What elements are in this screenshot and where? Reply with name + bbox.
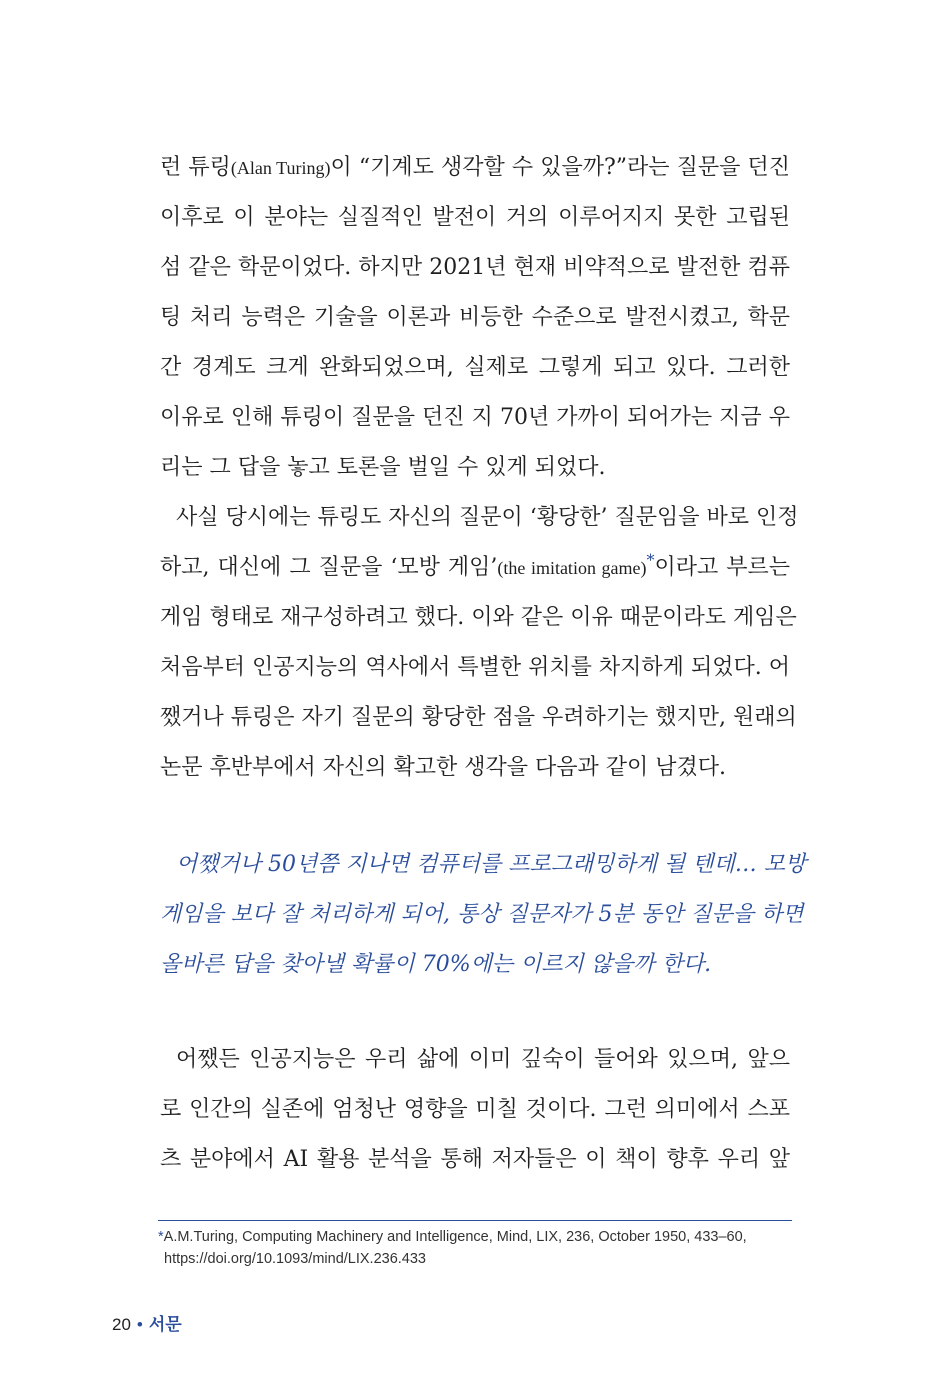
body-line-4: 팅 처리 능력은 기술을 이론과 비등한 수준으로 발전시켰고, 학문	[160, 305, 790, 330]
para2-line-2	[160, 548, 790, 588]
latin-term: (the imitation game)	[497, 558, 647, 578]
text-run: 런 튜링	[160, 155, 231, 180]
para3-line-3: 츠 분야에서 AI 활용 분석을 통해 저자들은 이 책이 향후 우리 앞	[160, 1147, 790, 1172]
para2-line-5: 쨌거나 튜링은 자기 질문의 황당한 점을 우려하기는 했지만, 원래의	[160, 705, 797, 730]
body-line-6: 이유로 인해 튜링이 질문을 던진 지 70년 가까이 되어가는 지금 우	[160, 405, 790, 430]
footnote-divider	[158, 1220, 792, 1221]
text-run: 이라고 부르는	[654, 555, 790, 580]
text-run: 이 “기계도 생각할 수 있을까?”라는 질문을 던진	[330, 155, 791, 180]
latin-name: (Alan Turing)	[230, 158, 331, 178]
body-line-3: 섬 같은 학문이었다. 하지만 2021년 현재 비약적으로 발전한 컴퓨	[160, 255, 790, 280]
footnote-line-2[interactable]: https://doi.org/10.1093/mind/LIX.236.433	[164, 1251, 426, 1267]
page-number: 20	[112, 1315, 131, 1334]
footnote-line-1	[158, 1226, 798, 1248]
footer-bullet: •	[136, 1315, 143, 1334]
page-footer	[112, 1310, 182, 1335]
para2-line-6: 논문 후반부에서 자신의 확고한 생각을 다음과 같이 남겼다.	[160, 755, 726, 780]
para3-line-2: 로 인간의 실존에 엄청난 영향을 미칠 것이다. 그런 의미에서 스포	[160, 1097, 790, 1122]
section-title: 서문	[148, 1315, 182, 1334]
para2-line-3: 게임 형태로 재구성하려고 했다. 이와 같은 이유 때문이라도 게임은	[160, 605, 797, 630]
body-line-2: 이후로 이 분야는 실질적인 발전이 거의 이루어지지 못한 고립된	[160, 205, 790, 230]
para2-line-1: 사실 당시에는 튜링도 자신의 질문이 ‘황당한’ 질문임을 바로 인정	[176, 505, 799, 530]
quote-line-1: 어쨌거나 50년쯤 지나면 컴퓨터를 프로그래밍하게 될 텐데… 모방	[176, 852, 807, 877]
footnote-marker[interactable]: *	[646, 550, 655, 570]
footnote-star: *	[158, 1229, 164, 1245]
text-run: 하고, 대신에 그 질문을 ‘모방 게임’	[160, 555, 498, 580]
body-line-7: 리는 그 답을 놓고 토론을 벌일 수 있게 되었다.	[160, 455, 606, 480]
para3-line-1: 어쨌든 인공지능은 우리 삶에 이미 깊숙이 들어와 있으며, 앞으	[176, 1047, 790, 1072]
para2-line-4: 처음부터 인공지능의 역사에서 특별한 위치를 차지하게 되었다. 어	[160, 655, 790, 680]
body-line-5: 간 경계도 크게 완화되었으며, 실제로 그렇게 되고 있다. 그러한	[160, 355, 790, 380]
quote-line-3: 올바른 답을 찾아낼 확률이 70%에는 이르지 않을까 한다.	[160, 952, 712, 977]
body-line-1	[160, 148, 790, 188]
quote-line-2: 게임을 보다 잘 처리하게 되어, 통상 질문자가 5분 동안 질문을 하면	[160, 902, 804, 927]
footnote-citation: A.M.Turing, Computing Machinery and Intelligence, Mind, LIX, 236, October 1950, 433–60,	[163, 1229, 747, 1245]
